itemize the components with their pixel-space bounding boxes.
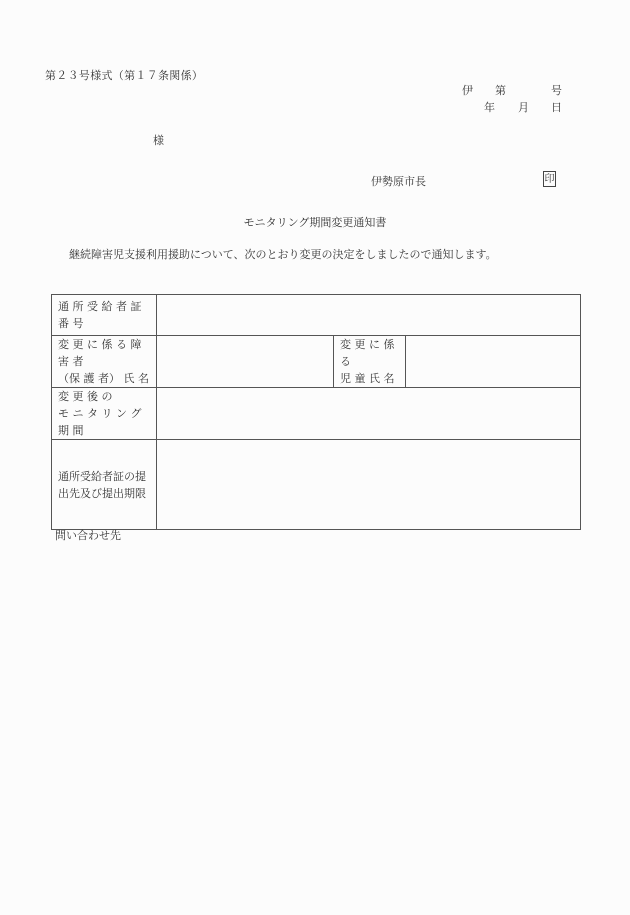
notice-form-table (51, 294, 581, 530)
label-char: 証 (130, 300, 142, 313)
label-char: （保 (58, 372, 80, 385)
label-char: タ (87, 407, 98, 420)
label-char: 係 (101, 338, 113, 351)
label-char: 間 (72, 424, 84, 437)
label-char: 係 (383, 338, 395, 351)
label-line: 通所受給者証の提 (58, 469, 146, 483)
label-char: る (116, 338, 127, 351)
label-child-name (334, 336, 406, 388)
label-char: 名 (383, 372, 395, 385)
label-char: 害 (58, 355, 69, 368)
form-number: 第２３号様式（第１７条関係） (45, 69, 204, 82)
label-char: 者 (72, 355, 84, 368)
label-char: グ (130, 407, 142, 420)
label-char: 名 (138, 372, 149, 385)
value-child-name[interactable] (406, 336, 581, 388)
label-char: 障 (130, 338, 142, 351)
label-char: 氏 (123, 372, 135, 385)
label-char: モ (58, 407, 69, 420)
label-char: 護 (83, 372, 95, 385)
label-char: 変 (340, 338, 351, 351)
table-row-guardian-name (52, 336, 581, 388)
contact-label: 問い合わせ先 (55, 529, 121, 542)
label-line (58, 405, 152, 439)
label-char: 者 (116, 300, 127, 313)
table-row-submission-deadline (52, 440, 581, 530)
label-submission-deadline (52, 440, 157, 530)
label-line (58, 298, 152, 315)
label-char: 児 (340, 372, 351, 385)
label-line: 出先及び提出期限 (58, 486, 146, 500)
label-char: 号 (72, 317, 84, 330)
table-row-certificate-number (52, 295, 581, 336)
label-line (58, 315, 152, 332)
value-certificate-number[interactable] (157, 295, 581, 336)
label-char: 氏 (369, 372, 380, 385)
label-line (58, 336, 152, 370)
label-certificate-number (52, 295, 157, 336)
table-row-monitoring-period (52, 388, 581, 440)
label-line (340, 370, 401, 387)
label-char: に (87, 338, 98, 351)
date-year: 年 (484, 101, 495, 114)
label-char: る (340, 355, 351, 368)
doc-id-go: 号 (551, 84, 562, 97)
label-char: 番 (58, 317, 69, 330)
label-char: ニ (72, 407, 84, 420)
label-char: 受 (87, 300, 98, 313)
date-day: 日 (551, 101, 562, 114)
label-char: 通 (58, 300, 69, 313)
label-char: の (101, 390, 113, 403)
label-char: 変 (58, 338, 69, 351)
label-char: 期 (58, 424, 69, 437)
label-char: 所 (72, 300, 84, 313)
label-char: 給 (101, 300, 113, 313)
document-title: モニタリング期間変更通知書 (243, 216, 387, 229)
label-char: 変 (58, 390, 69, 403)
label-char: 更 (72, 390, 84, 403)
label-char: 更 (72, 338, 84, 351)
label-char: 更 (354, 338, 366, 351)
doc-id-prefix: 伊 (462, 84, 473, 97)
label-char: ン (116, 407, 127, 420)
label-char: リ (101, 407, 113, 420)
addressee-suffix: 様 (153, 134, 164, 147)
doc-id-dai: 第 (495, 84, 506, 97)
label-guardian-name (52, 336, 157, 388)
label-line (58, 370, 152, 387)
label-char: 後 (87, 390, 98, 403)
notice-text: 継続障害児支援利用援助について、次のとおり変更の決定をしましたので通知します。 (69, 248, 497, 261)
value-monitoring-period[interactable] (157, 388, 581, 440)
seal-icon: 印 (543, 171, 556, 187)
label-line (340, 336, 401, 370)
value-submission-deadline[interactable] (157, 440, 581, 530)
label-line (58, 388, 152, 405)
label-char: 者） (98, 372, 120, 385)
value-guardian-name[interactable] (157, 336, 334, 388)
sender-name: 伊勢原市長 (371, 175, 426, 188)
label-char: 童 (354, 372, 366, 385)
label-monitoring-period (52, 388, 157, 440)
date-month: 月 (518, 101, 529, 114)
label-char: に (369, 338, 380, 351)
